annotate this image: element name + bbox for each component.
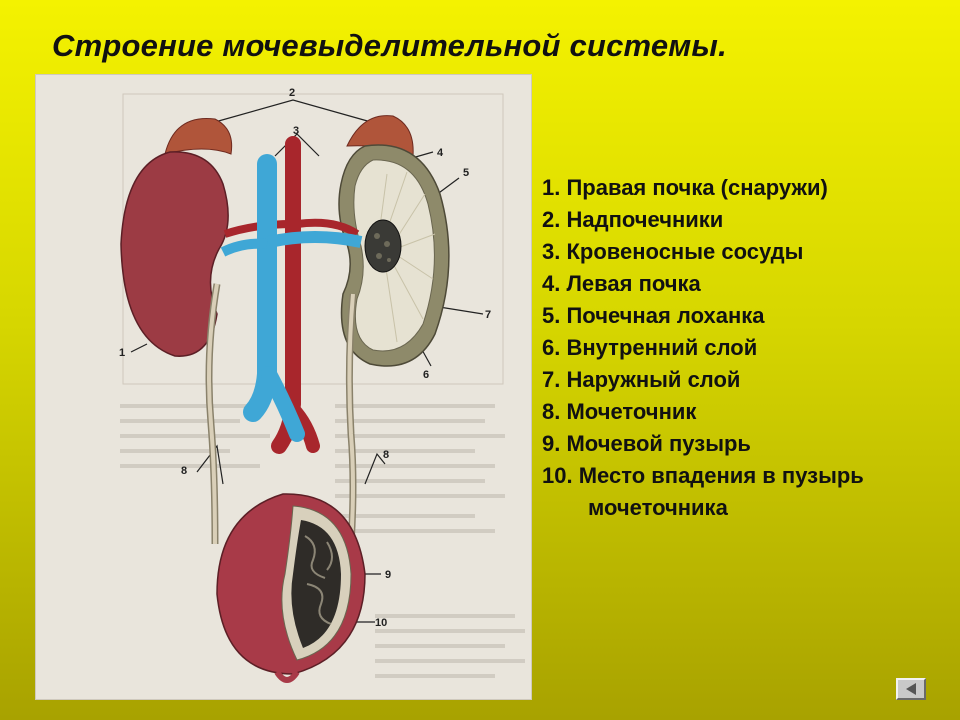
- legend-item: 2. Надпочечники: [542, 207, 724, 232]
- callout-8-left: 8: [181, 465, 188, 477]
- renal-vein-left: [269, 237, 361, 242]
- legend-item: 5. Почечная лоханка: [542, 303, 765, 328]
- callout-5: 5: [463, 167, 470, 179]
- legend-item: 1. Правая почка (снаружи): [542, 175, 828, 200]
- triangle-left-icon: [906, 683, 916, 695]
- callout-7: 7: [485, 309, 492, 321]
- legend-item: 3. Кровеносные сосуды: [542, 239, 804, 264]
- slide-title: Строение мочевыделительной системы.: [52, 28, 727, 63]
- legend-list: [542, 172, 952, 524]
- callout-8-right: 8: [383, 449, 390, 461]
- callout-4: 4: [437, 147, 444, 159]
- renal-pelvis: [365, 220, 401, 272]
- callout-3: 3: [293, 125, 300, 137]
- right-adrenal-gland: [165, 118, 232, 154]
- callout-9: 9: [385, 569, 392, 581]
- callout-2: 2: [289, 87, 296, 99]
- urinary-system-illustration: [35, 74, 532, 700]
- legend-item: 7. Наружный слой: [542, 367, 741, 392]
- legend-item-continuation: мочеточника: [588, 495, 728, 520]
- back-button[interactable]: [896, 678, 926, 700]
- legend-item: 8. Мочеточник: [542, 399, 697, 424]
- anatomy-svg: [35, 74, 532, 700]
- callout-6: 6: [423, 369, 430, 381]
- legend-item: 4. Левая почка: [542, 271, 701, 296]
- legend-item: 9. Мочевой пузырь: [542, 431, 751, 456]
- callout-1: 1: [119, 347, 126, 359]
- legend-item: 6. Внутренний слой: [542, 335, 758, 360]
- callout-10: 10: [375, 617, 388, 629]
- legend-item: 10. Место впадения в пузырь мочеточника: [542, 460, 952, 524]
